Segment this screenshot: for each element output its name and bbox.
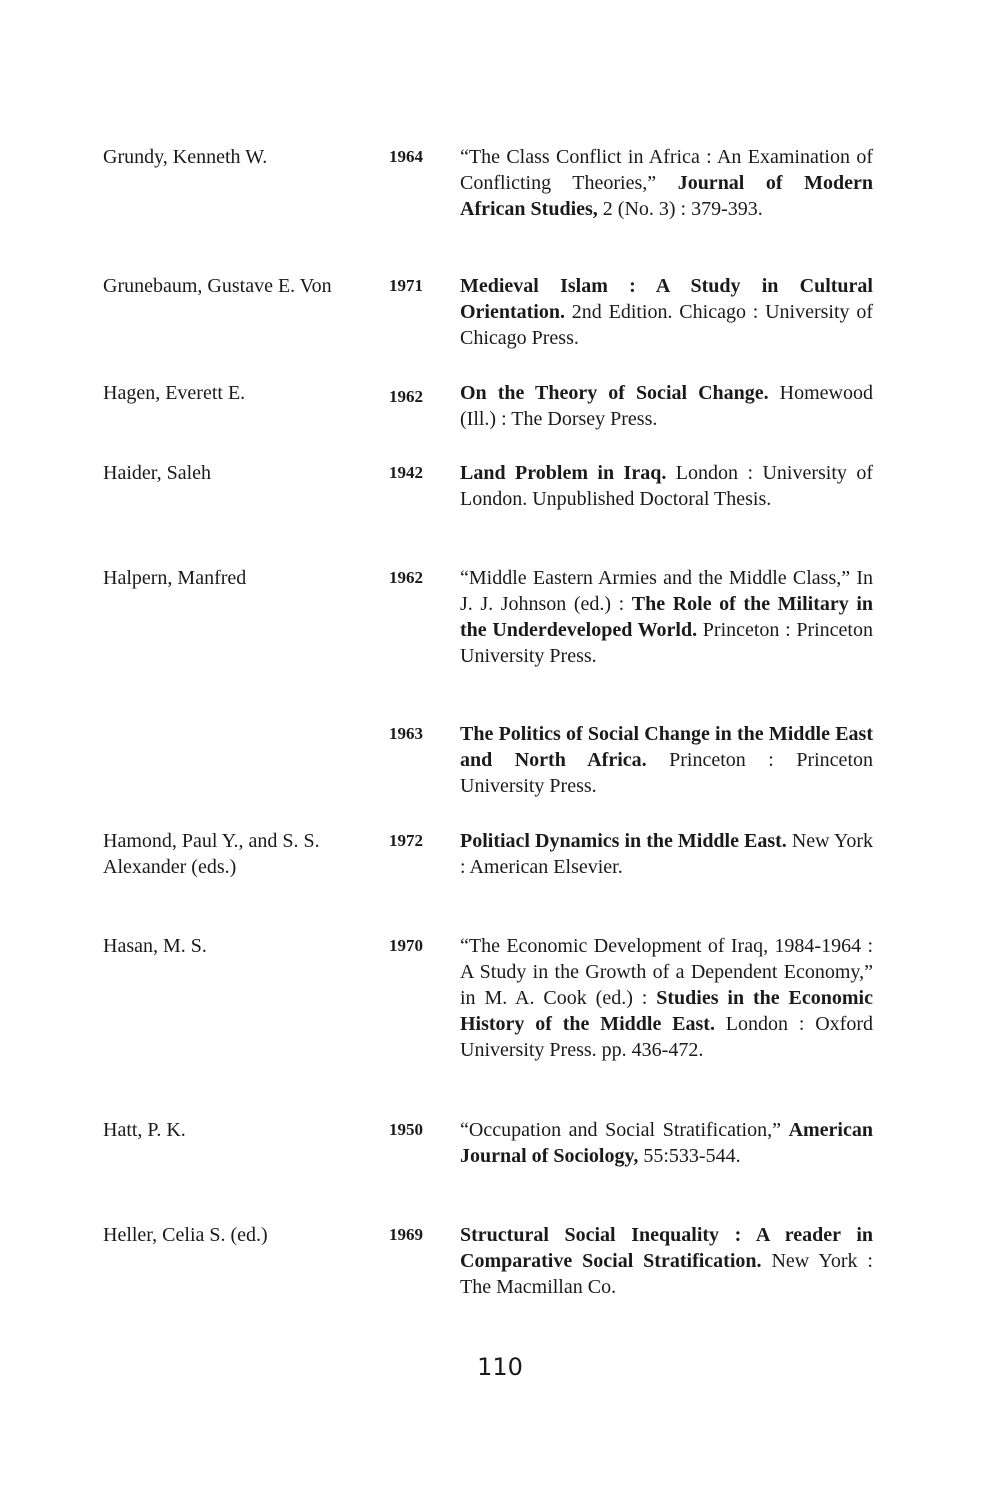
entry-author: Grundy, Kenneth W. (103, 146, 268, 168)
ref-text: New York : American Elsevier. (460, 830, 873, 878)
entry-year: 1969 (389, 1225, 423, 1244)
entry-author: Halpern, Manfred (103, 567, 247, 589)
ref-text: “The Economic Development of Iraq, 1984-1964 : A Study in the Growth of a Dependent Economy,” in M. A. Cook (ed.) : (460, 935, 873, 1009)
entry-author: Grunebaum, Gustave E. Von (103, 275, 332, 297)
ref-title: The Role of the Military in the Underdeveloped World. (460, 593, 873, 641)
entry-reference (460, 828, 873, 880)
ref-text: New York : The Macmillan Co. (460, 1250, 873, 1298)
ref-text: “Occupation and Social Stratification,” (460, 1119, 789, 1141)
ref-title: Medieval Islam : A Study in Cultural Orientation. (460, 275, 873, 323)
entry-author: Hatt, P. K. (103, 1119, 186, 1141)
ref-title: Journal of Modern African Studies, (460, 172, 873, 220)
ref-text: 2 (No. 3) : 379-393. (597, 198, 763, 220)
entry-reference (460, 380, 873, 432)
entry-year: 1950 (389, 1120, 423, 1139)
ref-title: The Politics of Social Change in the Middle East and North Africa. (460, 723, 873, 771)
ref-text: “Middle Eastern Armies and the Middle Class,” In J. J. Johnson (ed.) : (460, 567, 873, 615)
entry-reference (460, 1117, 873, 1169)
entry-year: 1963 (389, 724, 423, 743)
entry-reference (460, 721, 873, 799)
entry-reference (460, 460, 873, 512)
entry-reference (460, 1222, 873, 1300)
ref-text: Princeton : Princeton University Press. (460, 619, 873, 667)
ref-text: Princeton : Princeton University Press. (460, 749, 873, 797)
entry-author: Haider, Saleh (103, 462, 212, 484)
ref-title: Land Problem in Iraq. (460, 462, 667, 484)
page-number: 110 (477, 1353, 523, 1381)
ref-text: London : Oxford University Press. pp. 436-472. (460, 1013, 873, 1061)
entry-year: 1962 (389, 568, 423, 587)
entry-year: 1972 (389, 831, 423, 850)
entry-author: Hagen, Everett E. (103, 382, 246, 404)
entry-reference (460, 933, 873, 1063)
ref-title: American Journal of Sociology, (460, 1119, 873, 1167)
entry-year: 1964 (389, 147, 423, 166)
ref-title: On the Theory of Social Change. (460, 382, 769, 404)
ref-title: Politiacl Dynamics in the Middle East. (460, 830, 787, 852)
ref-text: 2nd Edition. Chicago : University of Chicago Press. (460, 301, 873, 349)
entry-year: 1970 (389, 936, 423, 955)
entry-reference (460, 565, 873, 669)
entry-year: 1962 (389, 387, 423, 406)
entry-author: Hasan, M. S. (103, 935, 207, 957)
entry-reference (460, 273, 873, 351)
ref-title: Structural Social Inequality : A reader in Comparative Social Stratification. (460, 1224, 873, 1272)
ref-title: Studies in the Economic History of the Middle East. (460, 987, 873, 1035)
ref-text: 55:533-544. (638, 1145, 741, 1167)
entry-author: Hamond, Paul Y., and S. S. Alexander (eds.) (103, 830, 320, 878)
entry-author: Heller, Celia S. (ed.) (103, 1224, 268, 1246)
entry-year: 1942 (389, 463, 423, 482)
entry-reference (460, 144, 873, 222)
entry-year: 1971 (389, 276, 423, 295)
ref-text: “The Class Conflict in Africa : An Examination of Conflicting Theories,” (460, 146, 873, 194)
ref-text: London : University of London. Unpublished Doctoral Thesis. (460, 462, 873, 510)
ref-text: Homewood (Ill.) : The Dorsey Press. (460, 382, 873, 430)
